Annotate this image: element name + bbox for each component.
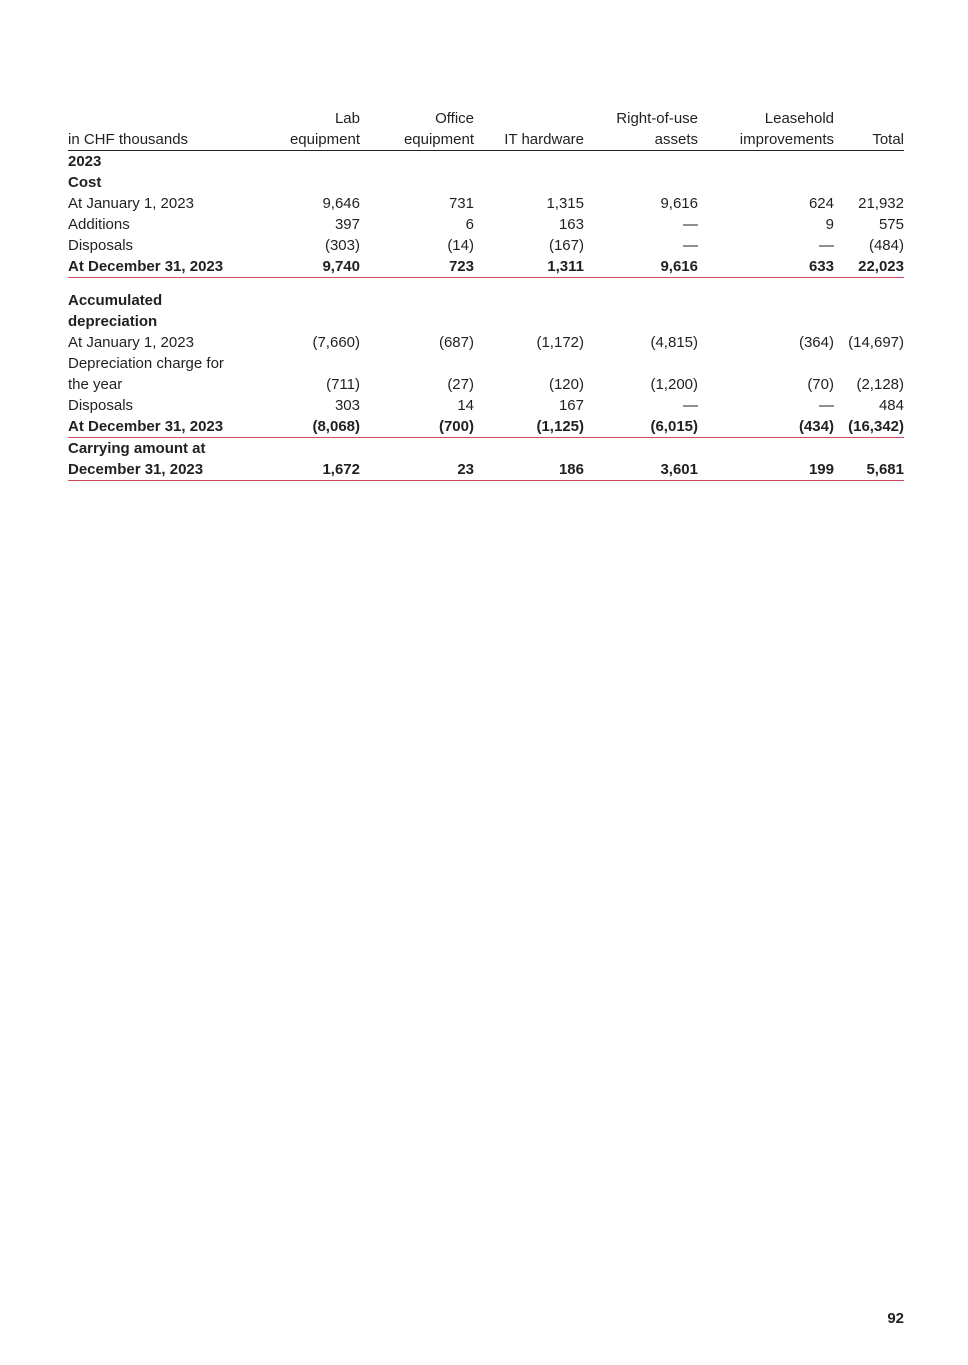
row-value: (364) — [798, 334, 834, 351]
row-value: 624 — [808, 195, 834, 212]
table-row — [68, 235, 904, 256]
row-value: (70) — [807, 376, 834, 393]
spacer-row — [68, 278, 904, 291]
table-row-total — [68, 438, 904, 481]
column-header-line2: improvements — [739, 131, 834, 148]
column-header-right-of-use-assets — [584, 108, 698, 151]
row-value: — — [819, 397, 834, 414]
row-value: (4,815) — [650, 334, 698, 351]
row-value: (14,697) — [848, 334, 904, 351]
row-value: (303) — [324, 237, 360, 254]
page-number: 92 — [887, 1310, 904, 1327]
column-header-office-equipment — [360, 108, 474, 151]
row-value: 3,601 — [584, 438, 698, 481]
row-label: Disposals — [68, 237, 134, 254]
row-value: 163 — [558, 216, 584, 233]
row-label: Carrying amount at December 31, 2023 — [68, 438, 246, 481]
row-label: Depreciation charge for the year — [68, 355, 224, 393]
column-header-line2: assets — [654, 131, 698, 148]
row-value: 731 — [448, 195, 474, 212]
row-value: 199 — [698, 438, 834, 481]
row-value: (711) — [326, 376, 360, 393]
table-row — [68, 332, 904, 353]
row-label: Cost — [68, 174, 102, 191]
column-header-leasehold-improvements — [698, 108, 834, 151]
row-value — [474, 290, 584, 332]
table-row-subtotal — [68, 256, 904, 278]
row-value: (167) — [548, 237, 584, 254]
units-label: in CHF thousands — [68, 108, 246, 151]
row-value — [246, 151, 360, 173]
row-value: (1,172) — [536, 334, 584, 351]
column-header-line1: Leasehold — [764, 110, 834, 127]
row-value: 633 — [698, 256, 834, 278]
row-value — [698, 172, 834, 193]
row-value — [246, 172, 360, 193]
row-value — [474, 151, 584, 173]
row-value — [584, 151, 698, 173]
row-value: 167 — [558, 397, 584, 414]
column-header-line2: equipment — [289, 131, 360, 148]
row-value: (27) — [447, 376, 474, 393]
row-value: 575 — [878, 216, 904, 233]
row-value: (14) — [447, 237, 474, 254]
row-value: 9,616 — [660, 195, 698, 212]
row-value — [698, 151, 834, 173]
column-header-lab-equipment — [246, 108, 360, 151]
column-header-line1: Right-of-use — [616, 110, 698, 127]
row-value: (1,125) — [474, 416, 584, 438]
row-value: 397 — [334, 216, 360, 233]
column-header-total — [834, 108, 904, 151]
row-value — [834, 172, 904, 193]
row-value: — — [683, 237, 698, 254]
row-value: 186 — [474, 438, 584, 481]
row-value: (2,128) — [856, 376, 904, 393]
row-value: (484) — [868, 237, 904, 254]
row-value: (687) — [438, 334, 474, 351]
row-value — [246, 290, 360, 332]
row-label: Disposals — [68, 397, 134, 414]
row-value — [698, 290, 834, 332]
table-row — [68, 290, 904, 332]
row-value: 1,672 — [246, 438, 360, 481]
table-row — [68, 353, 904, 395]
row-label: Accumulated depreciation — [68, 292, 163, 330]
column-header-line2: Total — [872, 131, 904, 148]
row-value — [834, 290, 904, 332]
column-header-line2: equipment — [403, 131, 474, 148]
row-value: 484 — [878, 397, 904, 414]
row-value: (120) — [548, 376, 584, 393]
row-value: 22,023 — [834, 256, 904, 278]
row-value: 6 — [465, 216, 474, 233]
table-row — [68, 214, 904, 235]
row-value: — — [683, 397, 698, 414]
row-value: (8,068) — [246, 416, 360, 438]
row-label: At December 31, 2023 — [68, 256, 246, 278]
row-label: At January 1, 2023 — [68, 334, 194, 351]
row-value: 723 — [360, 256, 474, 278]
row-value: 1,315 — [546, 195, 584, 212]
row-value: — — [819, 237, 834, 254]
row-value — [360, 290, 474, 332]
row-value: (16,342) — [834, 416, 904, 438]
row-value: 9,646 — [322, 195, 360, 212]
row-value: 1,311 — [474, 256, 584, 278]
table-row — [68, 395, 904, 416]
row-value: (1,200) — [650, 376, 698, 393]
row-value: 21,932 — [858, 195, 904, 212]
row-value: 9,740 — [246, 256, 360, 278]
row-label: 2023 — [68, 153, 102, 170]
row-value — [584, 172, 698, 193]
row-value: 9,616 — [584, 256, 698, 278]
property-plant-equipment-table — [68, 108, 904, 481]
row-value: (6,015) — [584, 416, 698, 438]
row-value: 23 — [360, 438, 474, 481]
row-value: (7,660) — [312, 334, 360, 351]
table-row — [68, 193, 904, 214]
row-value: 303 — [334, 397, 360, 414]
table-header-row — [68, 108, 904, 151]
row-value: 9 — [825, 216, 834, 233]
column-header-it-hardware — [474, 108, 584, 151]
row-value: — — [683, 216, 698, 233]
row-value: (434) — [698, 416, 834, 438]
row-value — [474, 172, 584, 193]
row-value — [834, 151, 904, 173]
table-row — [68, 151, 904, 173]
row-value: 5,681 — [834, 438, 904, 481]
spacer-cell — [68, 278, 904, 291]
row-value — [360, 172, 474, 193]
row-value — [584, 290, 698, 332]
row-label: At December 31, 2023 — [68, 416, 246, 438]
row-label: At January 1, 2023 — [68, 195, 194, 212]
column-header-line2: IT hardware — [504, 131, 584, 148]
row-value: 14 — [457, 397, 474, 414]
table-row-subtotal — [68, 416, 904, 438]
row-value: (700) — [360, 416, 474, 438]
financial-table — [68, 108, 904, 481]
column-header-line1: Lab — [334, 110, 360, 127]
row-label: Additions — [68, 216, 130, 233]
table-row — [68, 172, 904, 193]
column-header-line1: Office — [435, 110, 474, 127]
row-value — [360, 151, 474, 173]
